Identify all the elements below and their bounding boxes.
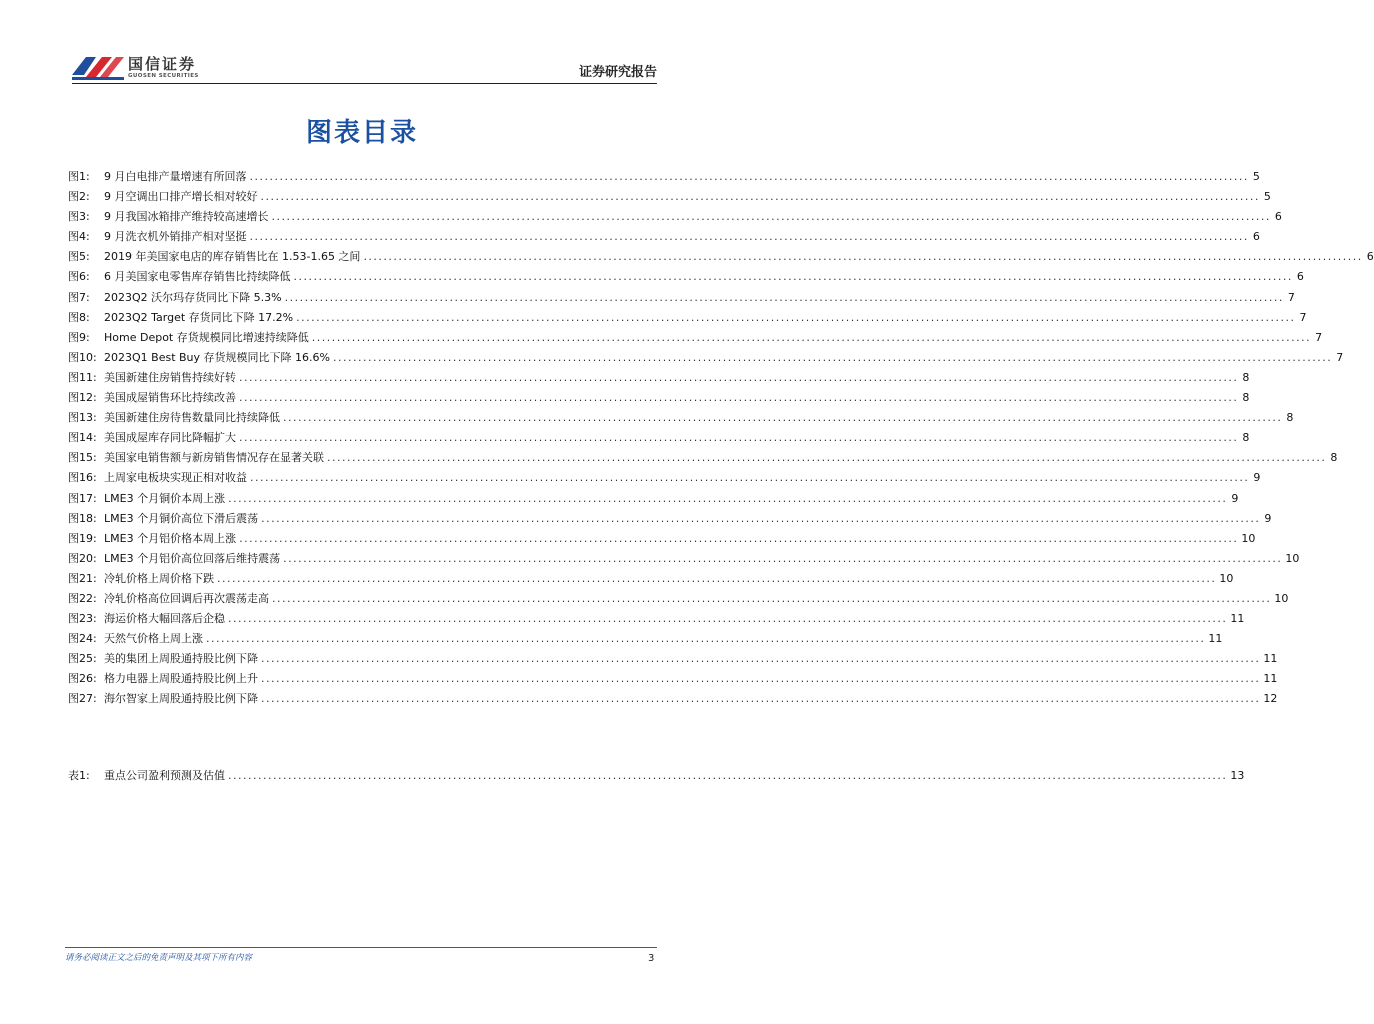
toc-entry[interactable]	[68, 589, 1289, 609]
toc-dot-leader: ........................................................................................................................................................................................................	[239, 391, 1239, 405]
toc-entry[interactable]	[68, 187, 1271, 207]
toc-entry-number: 图12:	[68, 391, 97, 405]
toc-entry[interactable]	[68, 549, 1300, 569]
toc-dot-leader: ........................................................................................................................................................................................................	[261, 672, 1261, 686]
toc-entry-number: 图3:	[68, 210, 90, 224]
toc-entry-page: 11	[1263, 672, 1278, 686]
toc-entry[interactable]	[68, 428, 1250, 448]
toc-dot-leader: ........................................................................................................................................................................................................	[272, 591, 1272, 605]
toc-entry[interactable]	[68, 489, 1239, 509]
toc-entry[interactable]	[68, 669, 1278, 689]
toc-entry-number: 表1:	[68, 769, 90, 782]
toc-entry-number: 图7:	[68, 290, 90, 304]
toc-entry-number: 图24:	[68, 632, 97, 646]
toc-entry-page: 7	[1299, 310, 1307, 324]
toc-entry-page: 6	[1366, 250, 1374, 264]
toc-dot-leader: ........................................................................................................................................................................................................	[228, 769, 1228, 782]
guosen-logo-icon	[72, 53, 124, 81]
toc-entry-number: 图16:	[68, 471, 97, 485]
toc-entry-title: LME3 个月铜价高位下滑后震荡	[104, 511, 259, 525]
toc-entry-title: 2023Q2 沃尔玛存货同比下降 5.3%	[104, 290, 282, 304]
toc-entry-number: 图11:	[68, 370, 97, 384]
toc-entry[interactable]	[68, 308, 1307, 328]
toc-entry-number: 图6:	[68, 270, 90, 284]
toc-dot-leader: ........................................................................................................................................................................................................	[228, 491, 1228, 505]
logo-text-cn: 国信证券	[128, 55, 197, 73]
toc-entry-number: 图13:	[68, 411, 97, 425]
toc-entry-page: 10	[1241, 531, 1256, 545]
toc-entry[interactable]	[68, 509, 1272, 529]
figure-toc-list	[68, 167, 1374, 710]
toc-entry-page: 7	[1336, 350, 1344, 364]
toc-entry-number: 图22:	[68, 591, 97, 605]
toc-dot-leader: ........................................................................................................................................................................................................	[283, 551, 1283, 565]
toc-entry[interactable]	[68, 569, 1234, 589]
toc-dot-leader: ........................................................................................................................................................................................................	[283, 411, 1283, 425]
toc-dot-leader: ........................................................................................................................................................................................................	[249, 230, 1249, 244]
toc-entry-number: 图9:	[68, 330, 90, 344]
toc-entry-number: 图18:	[68, 511, 97, 525]
toc-entry-page: 11	[1208, 632, 1223, 646]
toc-entry-number: 图26:	[68, 672, 97, 686]
toc-entry[interactable]	[68, 227, 1260, 247]
toc-entry-page: 8	[1242, 431, 1250, 445]
toc-dot-leader: ........................................................................................................................................................................................................	[260, 190, 1260, 204]
logo-text-en: GUOSEN SECURITIES	[128, 73, 199, 79]
toc-entry-title: 美国家电销售额与新房销售情况存在显著关联	[104, 451, 324, 465]
toc-dot-leader: ........................................................................................................................................................................................................	[239, 431, 1239, 445]
toc-entry-page: 11	[1263, 652, 1278, 666]
toc-entry-title: 冷轧价格上周价格下跌	[104, 571, 214, 585]
toc-entry-page: 10	[1274, 591, 1289, 605]
toc-entry-title: LME3 个月铝价格本周上涨	[104, 531, 237, 545]
toc-entry-number: 图17:	[68, 491, 97, 505]
footer-divider	[65, 947, 657, 948]
toc-dot-leader: ........................................................................................................................................................................................................	[217, 571, 1217, 585]
toc-entry[interactable]	[68, 167, 1260, 187]
toc-entry[interactable]	[68, 689, 1278, 709]
toc-entry-page: 10	[1219, 571, 1234, 585]
toc-entry-page: 9	[1253, 471, 1261, 485]
toc-entry-title: 2023Q1 Best Buy 存货规模同比下降 16.6%	[104, 350, 330, 364]
toc-entry-number: 图20:	[68, 551, 97, 565]
toc-entry[interactable]	[68, 348, 1344, 368]
toc-entry[interactable]	[68, 529, 1256, 549]
toc-dot-leader: ........................................................................................................................................................................................................	[239, 370, 1239, 384]
toc-entry-page: 8	[1330, 451, 1338, 465]
toc-entry-title: 2023Q2 Target 存货同比下降 17.2%	[104, 310, 294, 324]
toc-dot-leader: ........................................................................................................................................................................................................	[311, 330, 1312, 344]
toc-entry-page: 6	[1296, 270, 1304, 284]
toc-dot-leader: ........................................................................................................................................................................................................	[261, 511, 1261, 525]
toc-entry-title: LME3 个月铜价本周上涨	[104, 491, 226, 505]
toc-dot-leader: ........................................................................................................................................................................................................	[261, 692, 1261, 706]
toc-entry-number: 图14:	[68, 431, 97, 445]
toc-entry-number: 图8:	[68, 310, 90, 324]
header-divider	[72, 83, 657, 84]
toc-dot-leader: ........................................................................................................................................................................................................	[327, 451, 1327, 465]
toc-entry-title: 美国成屋销售环比持续改善	[104, 391, 236, 405]
toc-entry-title: 天然气价格上周上涨	[104, 632, 203, 646]
toc-entry[interactable]	[68, 267, 1304, 287]
report-type-label: 证券研究报告	[578, 65, 657, 80]
toc-entry-page: 6	[1252, 230, 1260, 244]
toc-entry-title: 9 月我国冰箱排产维持较高速增长	[104, 210, 269, 224]
toc-entry-title: 格力电器上周股通持股比例上升	[104, 672, 258, 686]
toc-entry-title: 美国新建住房待售数量同比持续降低	[104, 411, 280, 425]
toc-entry-title: 美国成屋库存同比降幅扩大	[104, 431, 236, 445]
toc-entry-title: 美的集团上周股通持股比例下降	[104, 652, 258, 666]
toc-entry-number: 图5:	[68, 250, 90, 264]
toc-entry-title: LME3 个月铝价高位回落后维持震荡	[104, 551, 281, 565]
toc-entry-number: 图1:	[68, 170, 90, 183]
toc-entry-page: 11	[1230, 612, 1245, 626]
toc-entry[interactable]	[68, 766, 1245, 786]
toc-entry-number: 图27:	[68, 692, 97, 706]
toc-dot-leader: ........................................................................................................................................................................................................	[239, 531, 1239, 545]
toc-dot-leader: ........................................................................................................................................................................................................	[206, 632, 1206, 646]
toc-entry-page: 8	[1242, 391, 1250, 405]
toc-entry-title: 重点公司盈利预测及估值	[104, 769, 225, 782]
toc-entry[interactable]	[68, 408, 1294, 428]
toc-entry-number: 图25:	[68, 652, 97, 666]
toc-entry-title: 上周家电板块实现正相对收益	[104, 471, 247, 485]
toc-entry-title: Home Depot 存货规模同比增速持续降低	[104, 330, 309, 344]
toc-entry-title: 9 月白电排产量增速有所回落	[104, 170, 247, 183]
toc-entry[interactable]	[68, 388, 1250, 408]
toc-entry-number: 图10:	[68, 350, 97, 364]
toc-dot-leader: ........................................................................................................................................................................................................	[363, 250, 1363, 264]
page-header	[72, 48, 657, 84]
toc-entry-title: 9 月洗衣机外销排产相对坚挺	[104, 230, 247, 244]
toc-dot-leader: ........................................................................................................................................................................................................	[296, 310, 1296, 324]
toc-dot-leader: ........................................................................................................................................................................................................	[293, 270, 1293, 284]
page-number: 3	[648, 953, 655, 964]
toc-entry-title: 6 月美国家电零售库存销售比持续降低	[104, 270, 291, 284]
toc-entry-page: 9	[1264, 511, 1272, 525]
toc-dot-leader: ........................................................................................................................................................................................................	[284, 290, 1284, 304]
toc-dot-leader: ........................................................................................................................................................................................................	[249, 170, 1249, 183]
toc-dot-leader: ........................................................................................................................................................................................................	[271, 210, 1271, 224]
toc-entry[interactable]	[68, 207, 1282, 227]
toc-entry-number: 图2:	[68, 190, 90, 204]
toc-entry-number: 图15:	[68, 451, 97, 465]
toc-entry-number: 图23:	[68, 612, 97, 626]
toc-entry-page: 10	[1285, 551, 1300, 565]
toc-entry-page: 12	[1263, 692, 1278, 706]
toc-entry-page: 8	[1242, 370, 1250, 384]
toc-dot-leader: ........................................................................................................................................................................................................	[228, 612, 1228, 626]
toc-entry[interactable]	[68, 448, 1338, 468]
toc-entry[interactable]	[68, 649, 1278, 669]
toc-entry-page: 6	[1274, 210, 1282, 224]
toc-entry[interactable]	[68, 629, 1223, 649]
toc-entry-title: 9 月空调出口排产增长相对较好	[104, 190, 258, 204]
toc-dot-leader: ........................................................................................................................................................................................................	[250, 471, 1250, 485]
toc-dot-leader: ........................................................................................................................................................................................................	[261, 652, 1261, 666]
toc-entry-title: 冷轧价格高位回调后再次震荡走高	[104, 591, 269, 605]
toc-entry-number: 图19:	[68, 531, 97, 545]
toc-entry[interactable]	[68, 288, 1295, 308]
toc-entry-number: 图21:	[68, 571, 97, 585]
toc-entry[interactable]	[68, 247, 1374, 267]
toc-entry[interactable]	[68, 468, 1261, 488]
toc-entry-page: 13	[1230, 769, 1245, 782]
toc-dot-leader: ........................................................................................................................................................................................................	[332, 350, 1333, 364]
toc-entry-page: 7	[1287, 290, 1295, 304]
toc-entry-number: 图4:	[68, 230, 90, 244]
toc-entry-page: 9	[1231, 491, 1239, 505]
toc-entry-page: 8	[1286, 411, 1294, 425]
toc-entry-page: 5	[1252, 170, 1260, 183]
toc-entry[interactable]	[68, 328, 1323, 348]
toc-entry[interactable]	[68, 368, 1250, 388]
toc-entry[interactable]	[68, 609, 1245, 629]
toc-entry-title: 2019 年美国家电店的库存销售比在 1.53-1.65 之间	[104, 250, 361, 264]
footer-disclaimer: 请务必阅读正文之后的免责声明及其项下所有内容	[65, 953, 253, 963]
toc-entry-title: 海尔智家上周股通持股比例下降	[104, 692, 258, 706]
table-toc-list	[68, 766, 1245, 786]
toc-entry-page: 7	[1315, 330, 1323, 344]
toc-entry-page: 5	[1263, 190, 1271, 204]
toc-entry-title: 美国新建住房销售持续好转	[104, 370, 236, 384]
toc-entry-title: 海运价格大幅回落后企稳	[104, 612, 225, 626]
page-title: 图表目录	[305, 118, 418, 148]
